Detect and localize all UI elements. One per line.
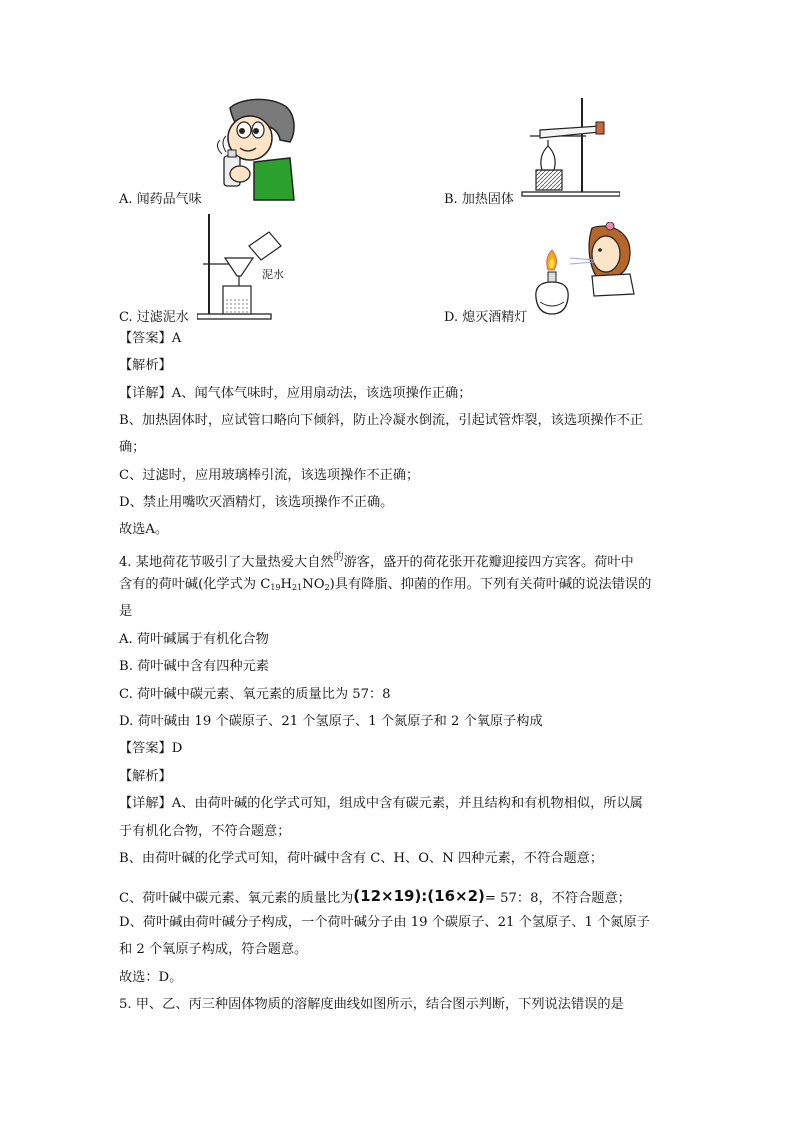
q3-detail-line-4: C、过滤时，应用玻璃棒引流，该选项操作不正确； — [119, 468, 420, 483]
formula-c-sub: 19 — [270, 583, 281, 592]
option-c-label: C. 过滤泥水 — [119, 310, 189, 325]
q3-detail-line-2: B、加热固体时，应试管口略向下倾斜，防止冷凝水倒流，引起试管炸裂，该选项操作不正 — [119, 413, 643, 428]
q4-stem-line-3: 是 — [119, 604, 133, 619]
figure-blow-out-lamp — [530, 222, 638, 326]
q3-answer: 【答案】A — [119, 331, 182, 346]
q3-analysis-title: 【解析】 — [119, 358, 172, 373]
option-a-label: A. 闻药品气味 — [119, 192, 202, 207]
q4-stem-1a: 4. 某地荷花节吸引了大量热爱大自然 — [119, 555, 334, 570]
figure-smell-chemical — [210, 96, 298, 202]
q4-stem-2a: 含有的荷叶碱(化学式为 C — [119, 577, 271, 592]
q4-stem-de: 的 — [333, 552, 344, 563]
q4-detail-line-6: 和 2 个氧原子构成，符合题意。 — [119, 942, 308, 957]
q4-stem-line-1 — [119, 549, 634, 572]
q4-option-b: B. 荷叶碱中含有四种元素 — [119, 659, 269, 674]
q4-analysis-title: 【解析】 — [119, 769, 172, 784]
q4-stem-2b: )具有降脂、抑菌的作用。下列有关荷叶碱的说法错误的 — [329, 577, 652, 592]
formula-o-sub: 2 — [324, 583, 330, 592]
option-b-label: B. 加热固体 — [444, 192, 514, 207]
q4-detail-line-5: D、荷叶碱由荷叶碱分子构成，一个荷叶碱分子由 19 个碳原子、21 个氢原子、1 个氮原子 — [119, 915, 650, 930]
q4-answer: 【答案】D — [119, 741, 183, 756]
q4-detail-line-2: 于有机化合物，不符合题意； — [119, 824, 291, 839]
formula-h-sub: 21 — [292, 583, 303, 592]
q3-detail-line-5: D、禁止用嘴吹灭酒精灯，该选项操作不正确。 — [119, 495, 394, 510]
q4-detail-4b: = 57：8，不符合题意； — [484, 891, 631, 906]
q4-option-a: A. 荷叶碱属于有机化合物 — [119, 632, 269, 647]
q5-stem: 5. 甲、乙、丙三种固体物质的溶解度曲线如图所示，结合图示判断，下列说法错误的是 — [119, 997, 624, 1012]
q4-conclusion: 故选：D。 — [119, 970, 183, 985]
q4-detail-line-3: B、由荷叶碱的化学式可知，荷叶碱中含有 C、H、O、N 四种元素，不符合题意； — [119, 851, 604, 866]
option-d-label: D. 熄灭酒精灯 — [444, 310, 528, 325]
mass-ratio-formula: (12×19):(16×2) — [353, 887, 485, 905]
formula-h: H — [280, 577, 293, 592]
q4-stem-line-2 — [119, 576, 651, 597]
q4-detail-line-4 — [119, 887, 631, 908]
q3-conclusion: 故选A。 — [119, 522, 169, 537]
beaker-mud-water-text: 泥水 — [262, 268, 284, 281]
q3-detail-line-3: 确； — [119, 440, 146, 455]
figure-filter-mud-water — [197, 210, 297, 320]
formula-no: NO — [302, 577, 325, 592]
figure-heat-solid — [520, 96, 620, 198]
q3-detail-line-1: 【详解】A、闻气体气味时，应用扇动法，该选项操作正确； — [119, 386, 472, 401]
q4-detail-line-1: 【详解】A、由荷叶碱的化学式可知，组成中含有碳元素，并且结构和有机物相似，所以属 — [119, 796, 643, 811]
q4-detail-4a: C、荷叶碱中碳元素、氧元素的质量比为 — [119, 891, 354, 906]
q4-stem-1b: 游客，盛开的荷花张开花瓣迎接四方宾客。荷叶中 — [343, 555, 634, 570]
q4-option-d: D. 荷叶碱由 19 个碳原子、21 个氢原子、1 个氮原子和 2 个氧原子构成 — [119, 714, 543, 729]
q4-option-c: C. 荷叶碱中碳元素、氧元素的质量比为 57：8 — [119, 687, 391, 702]
